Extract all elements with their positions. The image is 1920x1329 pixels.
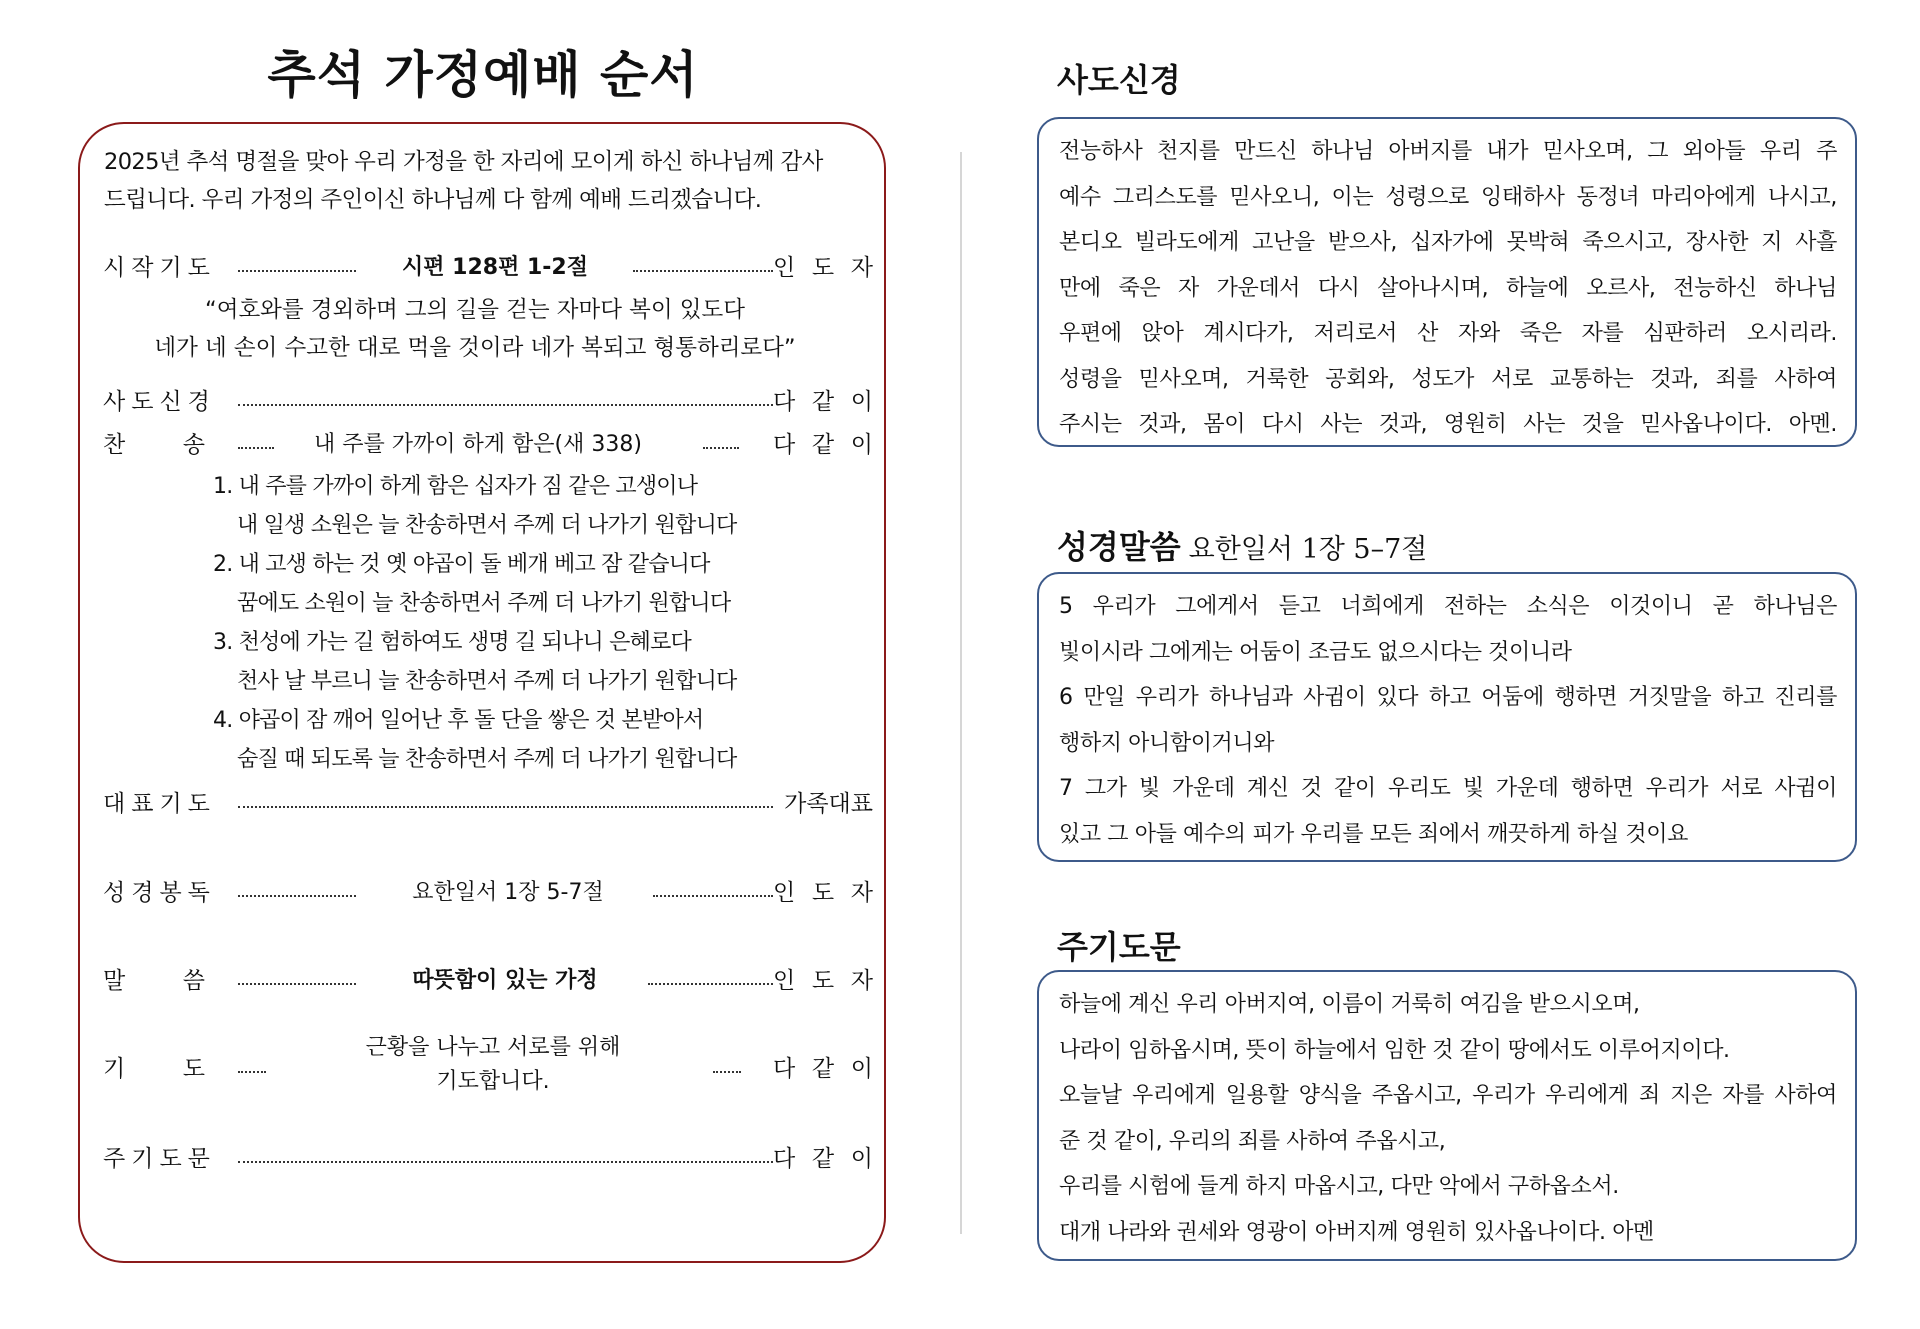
scripture-box	[1037, 572, 1857, 862]
row-leader-role: 인 도 자	[773, 255, 873, 281]
dotted-leader	[238, 270, 356, 272]
hymn-verse-line: 4. 야곱이 잠 깨어 일어난 후 돌 단을 쌓은 것 본받아서	[213, 708, 704, 733]
intro-line: 드립니다. 우리 가정의 주인이신 하나님께 다 함께 예배 드리겠습니다.	[104, 187, 762, 213]
row-label: 주 기 도 문	[103, 1146, 216, 1172]
hymn-verse-line: 내 일생 소원은 늘 찬송하면서 주께 더 나가기 원합니다	[237, 513, 737, 538]
dotted-leader	[238, 1161, 773, 1163]
order-row-opening-prayer	[103, 250, 873, 286]
row-leader-role: 다 같 이	[773, 1056, 873, 1082]
row-label: 찬 송	[103, 432, 211, 458]
scripture-heading: 성경말씀 요한일서 1장 5–7절	[1057, 528, 1428, 566]
row-content: 요한일서 1장 5-7절	[412, 880, 604, 905]
opening-quote-line: 네가 네 손이 수고한 대로 먹을 것이라 네가 복되고 형통하리로다”	[154, 335, 796, 361]
row-content: 내 주를 가까이 하게 함은(새 338)	[314, 432, 642, 457]
hymn-verse-line: 1. 내 주를 가까이 하게 함은 십자가 짐 같은 고생이나	[213, 474, 698, 499]
scripture-text: 5 우리가 그에게서 듣고 너희에게 전하는 소식은 이것이니 곧 하나님은 빛이시라 그에게는 어둠이 조금도 없으시다는 것이니라 6 만일 우리가 하나님과 사귐이 있다 하고 어둠에 행하면 거짓말을 하고 진리를 행하지 아니함이거니와 7 그가 빛 가운데 계신 것 같이 우리도 빛 가운데 행하면 우리가 서로 사귐이 있고 그 아들 예수의 피가 우리를 모든 죄에서 깨끗하게 하실 것이요	[1059, 594, 1837, 847]
row-content: 시편 128편 1-2절	[402, 255, 588, 280]
creed-text: 전능하사 천지를 만드신 하나님 아버지를 내가 믿사오며, 그 외아들 우리 주 예수 그리스도를 믿사오니, 이는 성령으로 잉태하사 동정녀 마리아에게 나시고, 본디오 빌라도에게 고난을 받으사, 십자가에 못박혀 죽으시고, 장사한 지 사흘 만에 죽은 자 가운데서 다시 살아나시며, 하늘에 오르사, 전능하신 하나님 우편에 앉아 계시다가, 저리로서 산 자와 죽은 자를 심판하러 오시리라. 성령을 믿사오며, 거룩한 공회와, 성도가 서로 교통하는 것과, 죄를 사하여 주시는 것과, 몸이 다시 사는 것과, 영원히 사는 것을 믿사옵나이다. 아멘.	[1059, 139, 1837, 437]
row-label: 사 도 신 경	[103, 389, 216, 415]
intro-text	[104, 143, 874, 219]
hymn-verse-line: 숨질 때 되도록 늘 찬송하면서 주께 더 나가기 원합니다	[237, 747, 737, 772]
creed-heading: 사도신경	[1057, 61, 1181, 99]
row-content: 근황을 나누고 서로를 위해 기도합니다.	[365, 1035, 621, 1094]
dotted-leader	[238, 983, 356, 985]
lords-prayer-box	[1037, 970, 1857, 1261]
dotted-leader	[238, 447, 274, 449]
row-leader-role: 다 같 이	[773, 389, 873, 415]
row-leader-role: 다 같 이	[773, 1146, 873, 1172]
row-label: 말 씀	[103, 968, 211, 994]
dotted-leader	[653, 895, 773, 897]
row-label: 기 도	[103, 1056, 211, 1082]
order-row-representative-prayer	[103, 786, 873, 822]
hymn-verse-line: 꿈에도 소원이 늘 찬송하면서 주께 더 나가기 원합니다	[237, 591, 731, 616]
dotted-leader	[703, 447, 739, 449]
lords-prayer-text: 하늘에 계신 우리 아버지여, 이름이 거룩히 여김을 받으시오며, 나라이 임하옵시며, 뜻이 하늘에서 임한 것 같이 땅에서도 이루어지이다. 오늘날 우리에게 일용할 양식을 주옵시고, 우리가 우리에게 죄 지은 자를 사하여 준 것 같이, 우리의 죄를 사하여 주옵시고, 우리를 시험에 들게 하지 마옵시고, 다만 악에서 구하옵소서. 대개 나라와 권세와 영광이 아버지께 영원히 있사옵나이다. 아멘	[1059, 992, 1837, 1245]
lords-prayer-heading: 주기도문	[1057, 928, 1181, 966]
hymn-verse-line: 3. 천성에 가는 길 험하여도 생명 길 되나니 은혜로다	[213, 630, 691, 655]
order-row-scripture-reading	[103, 875, 873, 911]
row-leader-role: 다 같 이	[773, 432, 873, 458]
hymn-verse-line: 2. 내 고생 하는 것 옛 야곱이 돌 베개 베고 잠 같습니다	[213, 552, 710, 577]
row-label: 대 표 기 도	[103, 791, 216, 817]
hymn-verse-line: 천사 날 부르니 늘 찬송하면서 주께 더 나가기 원합니다	[237, 669, 737, 694]
row-label: 시 작 기 도	[103, 255, 216, 281]
scripture-reference: 요한일서 1장 5–7절	[1188, 534, 1428, 565]
row-leader-role: 인 도 자	[773, 968, 873, 994]
creed-box	[1037, 117, 1857, 447]
row-leader-role: 인 도 자	[773, 880, 873, 906]
dotted-leader	[648, 983, 773, 985]
order-row-prayer	[103, 1035, 873, 1094]
order-row-lords-prayer	[103, 1141, 873, 1177]
dotted-leader	[238, 806, 773, 808]
dotted-leader	[238, 1071, 266, 1073]
sermon-title: 따뜻함이 있는 가정	[412, 968, 598, 993]
opening-quote-line: “여호와를 경외하며 그의 길을 걷는 자마다 복이 있도다	[205, 297, 745, 323]
page-title: 추석 가정예배 순서	[267, 46, 699, 104]
order-row-hymn	[103, 427, 873, 463]
dotted-leader	[238, 895, 356, 897]
dotted-leader	[713, 1071, 741, 1073]
row-label: 성 경 봉 독	[103, 880, 216, 906]
order-row-sermon	[103, 963, 873, 999]
dotted-leader	[238, 404, 773, 406]
row-leader-role: 가족대표	[784, 791, 873, 817]
dotted-leader	[633, 270, 773, 272]
intro-line: 2025년 추석 명절을 맞아 우리 가정을 한 자리에 모이게 하신 하나님께 감사	[104, 149, 823, 175]
page-divider	[960, 152, 962, 1234]
order-row-apostles-creed	[103, 384, 873, 420]
